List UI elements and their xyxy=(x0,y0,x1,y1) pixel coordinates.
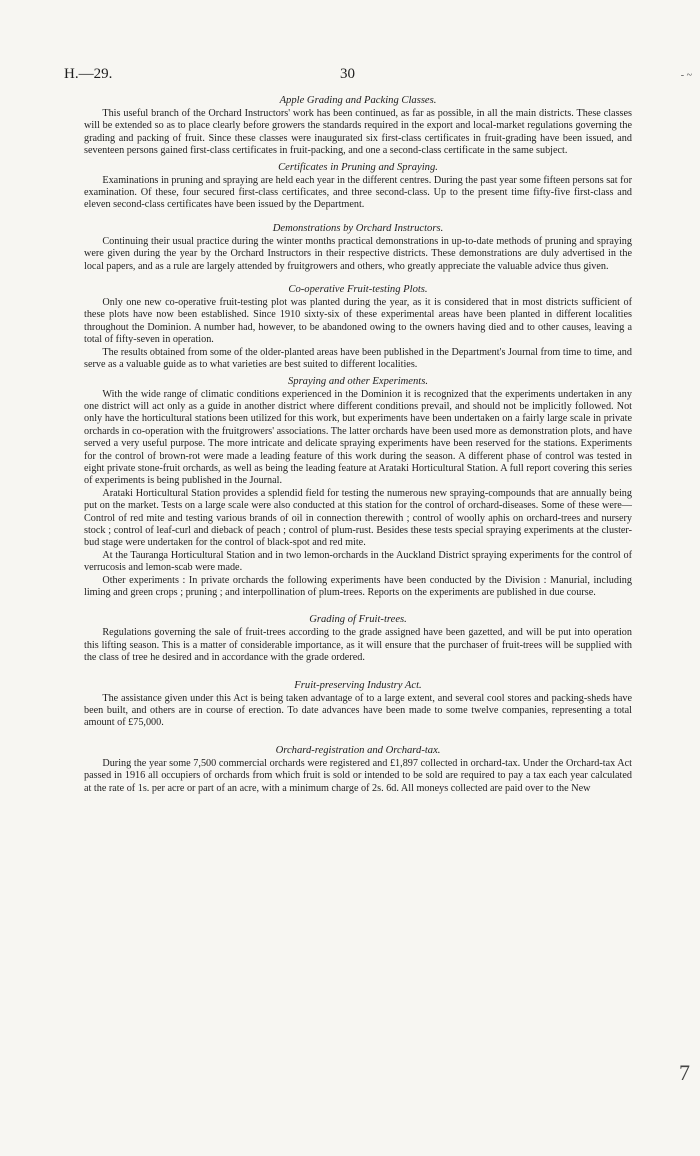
page-number: 30 xyxy=(340,66,355,82)
section-heading: Certificates in Pruning and Spraying. xyxy=(278,161,438,173)
paragraph: Continuing their usual practice during the winter months practical demonstrations in up-to-date methods of pruning and spraying were given during the year by the Orchard Instructors in their respective districts. These demonstrations are duly advertised in the local papers, and as a rule are largely attended by fruitgrowers and others, who greatly appreciate the valuable advice thus given. xyxy=(84,235,632,272)
paragraph: Only one new co-operative fruit-testing plot was planted during the year, as it is considered that in most districts sufficient of these plots have now been established. Since 1910 sixty-six of these experimental areas have been planted in different localities throughout the Dominion. A number had, however, to be abandoned owing to the owners having died and to other causes, leaving a total of fifty-seven in operation. xyxy=(84,297,632,346)
paragraph: The results obtained from some of the older-planted areas have been published in the Department's Journal from time to time, and serve as a valuable guide as to what varieties are best suited to different localities. xyxy=(84,346,632,371)
corner-marks: - ~ xyxy=(680,70,692,81)
section-heading: Spraying and other Experiments. xyxy=(287,375,429,387)
section-heading: Demonstrations by Orchard Instructors. xyxy=(272,222,444,234)
section-heading: Apple Grading and Packing Classes. xyxy=(279,95,437,106)
corner-mark: 7 xyxy=(679,1060,690,1085)
section-heading: Orchard-registration and Orchard-tax. xyxy=(275,744,441,756)
paragraph: This useful branch of the Orchard Instructors' work has been continued, as far as possible, in all the main districts. These classes will be extended so as to place clearly before growers the standards required in the export and local-market regulations governing the grading and packing of fruit. Since these classes were inaugurated six first-class certificates in fruit-grading have been issued, and seventeen persons gained first-class certificates in fruit-packing, and one a second-class certificate in the same subject. xyxy=(84,108,632,157)
paragraph: The assistance given under this Act is being taken advantage of to a large extent, and several cool stores and packing-sheds have been built, and others are in course of erection. To date advances have been made to some twelve companies, representing a total amount of £75,000. xyxy=(84,692,632,729)
paragraph: Examinations in pruning and spraying are held each year in the different centres. During the past year some fifteen persons sat for examination. Of these, four secured first-class certificates, and three second-class. Up to the present time fifty-five first-class and eleven second-class certificates have been issued by the Department. xyxy=(84,174,632,211)
section-heading: Fruit-preserving Industry Act. xyxy=(294,679,422,691)
paragraph: At the Tauranga Horticultural Station and in two lemon-orchards in the Auckland District spraying experiments for the control of verrucosis and lemon-scab were made. xyxy=(84,549,632,574)
document-reference: H.—29. xyxy=(64,66,113,82)
page-body xyxy=(84,94,632,795)
paragraph: Other experiments : In private orchards the following experiments have been conducted by the Division : Manurial, including liming and green crops ; pruning ; and interpollination of plum-trees. Reports on the experiments are published in due course. xyxy=(84,574,632,598)
section-heading: Grading of Fruit-trees. xyxy=(309,614,407,626)
paragraph: Regulations governing the sale of fruit-trees according to the grade assigned have been gazetted, and will be put into operation this lifting season. This is a matter of considerable importance, as it will ensure that the purchaser of fruit-trees will be supplied with the class of tree he desired and in accordance with the grade ordered. xyxy=(84,627,632,664)
section-heading: Co-operative Fruit-testing Plots. xyxy=(288,284,428,296)
paragraph: Arataki Horticultural Station provides a splendid field for testing the numerous new spraying-compounds that are annually being put on the market. Tests on a large scale were also conducted at this station for the control of orchard-diseases. Some of these were— Control of red mite and testing various brands of oil in connection therewith ; control of woolly aphis on orchard-trees and nursery stock ; control of leaf-curl and dieback of peach ; control of plum-rust. Besides these tests special spraying experiments at the cluster-bud stage were undertaken for the control of black-spot and red mite. xyxy=(84,487,632,549)
paragraph: With the wide range of climatic conditions experienced in the Dominion it is recognized that the experiments undertaken in any one district will act only as a guide in another district where different conditions prevail, and should not be implicitly followed. Not only have the horticultural stations been utilized for this work, but experiments have been undertaken on a fairly large scale in private orchards in co-operation with the fruitgrowers' associations. The latter orchards have been used more as demonstration plots, and have served a very useful purpose. The more intricate and delicate spraying experiments have been reserved for the stations. Experiments for the control of brown-rot were made a leading feature of this work during the season. A different phase of control was tested in eight private stone-fruit orchards, as well as being the leading feature at Arataki Horticultural Station. A full report covering this series of experiments is being published in the Journal. xyxy=(84,388,632,487)
paragraph: During the year some 7,500 commercial orchards were registered and £1,897 collected in orchard-tax. Under the Orchard-tax Act passed in 1916 all occupiers of orchards from which fruit is sold or intended to be sold are required to pay a tax each year calculated at the rate of 1s. per acre or part of an acre, with a minimum charge of 2s. 6d. All moneys collected are paid over to the New xyxy=(84,757,632,794)
